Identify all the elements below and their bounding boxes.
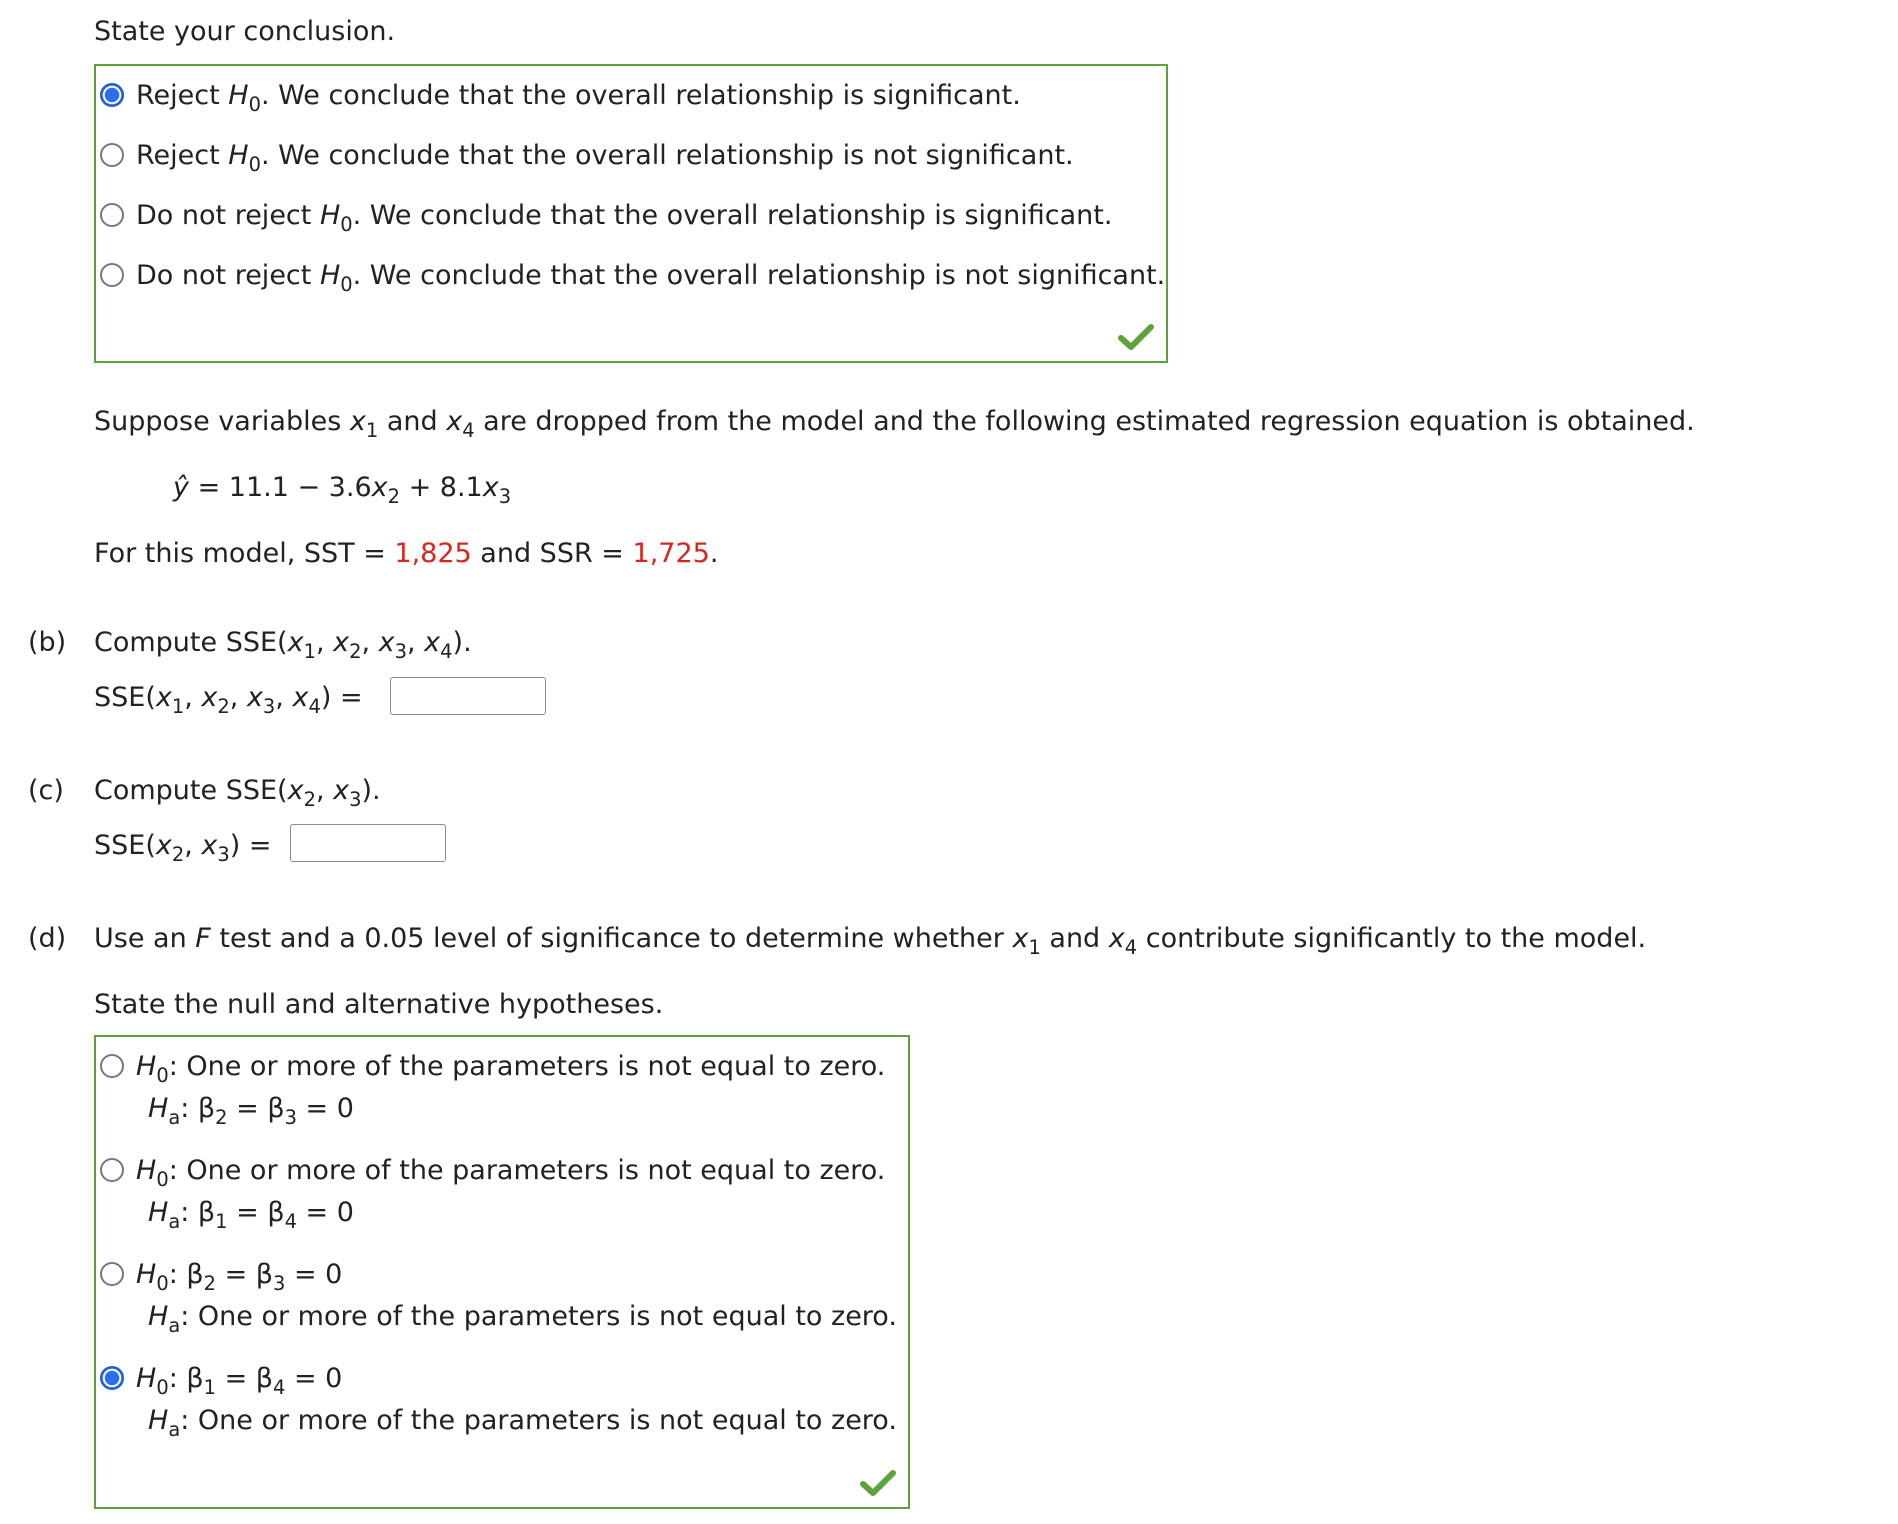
part-b-letter: (b) [28, 627, 67, 658]
radio-button[interactable] [100, 1262, 124, 1286]
text: Use an [94, 923, 196, 954]
subscript: 3 [498, 484, 512, 508]
conclusion-prompt: State your conclusion. [94, 16, 396, 47]
hypothesis-option-3[interactable] [100, 1259, 897, 1338]
text: and [1040, 923, 1109, 954]
subscript: a [168, 1210, 181, 1234]
radio-button-selected[interactable] [100, 83, 124, 107]
option-text: . We conclude that the overall relationship is significant. [260, 80, 1021, 111]
subscript: 4 [308, 694, 321, 718]
h-symbol: H [319, 260, 341, 291]
h-symbol: H [148, 1093, 169, 1125]
suppose-text [94, 406, 1695, 442]
part-c-label: $SSE(x_2$, $x_3$) = [94, 830, 272, 866]
hypotheses-answer-box [94, 1035, 910, 1509]
h-symbol: H [136, 1051, 157, 1082]
text: SSE( [94, 830, 156, 861]
ha-line [148, 1093, 885, 1130]
text: and SSR = [471, 538, 633, 569]
text: Compute SSE( [94, 775, 288, 806]
x-var: x [155, 830, 172, 861]
text: : β [180, 1197, 216, 1229]
h-symbol: H [136, 1363, 157, 1394]
subscript: 4 [1124, 935, 1138, 959]
text: : β [168, 1259, 204, 1290]
subscript: 0 [340, 212, 353, 236]
subscript: 1 [203, 1375, 216, 1399]
conclusion-option-3[interactable] [100, 200, 1113, 236]
h-symbol: H [319, 200, 341, 231]
subscript: 3 [349, 787, 362, 811]
h0-line [136, 1259, 343, 1295]
conclusion-answer-box [94, 64, 1168, 363]
text: ). [361, 775, 381, 806]
x-var: x [1012, 923, 1029, 954]
text: = β [215, 1259, 274, 1290]
radio-button-selected[interactable] [100, 1366, 124, 1390]
text: For this model, SST = [94, 538, 395, 569]
subscript: 0 [340, 272, 353, 296]
radio-button[interactable] [100, 143, 124, 167]
text: ). [452, 627, 472, 658]
text: + 8.1 [399, 472, 483, 503]
subscript: a [168, 1314, 181, 1338]
ha-line [148, 1405, 897, 1442]
option-text: Do not reject [136, 260, 320, 291]
text: are dropped from the model and the following estimated regression equation is obtained. [474, 406, 1695, 437]
option-text: Reject [136, 80, 229, 111]
subscript: 0 [156, 1271, 169, 1295]
subscript: 0 [248, 92, 261, 116]
h-symbol: H [136, 1259, 157, 1290]
text: Suppose variables [94, 406, 350, 437]
y-hat: ŷ [173, 472, 189, 503]
text: : One or more of the parameters is not equal to zero. [168, 1051, 886, 1082]
text: : One or more of the parameters is not equal to zero. [180, 1405, 897, 1437]
option-text: Do not reject [136, 200, 320, 231]
subscript: 1 [303, 639, 316, 663]
text: Compute SSE( [94, 627, 288, 658]
h-symbol: H [148, 1301, 169, 1333]
checkmark-icon [860, 1469, 896, 1497]
text: = 0 [296, 1197, 354, 1229]
text: = β [227, 1093, 285, 1125]
text: = 0 [285, 1259, 343, 1290]
subscript: a [168, 1106, 181, 1130]
x-var: x [333, 627, 350, 658]
radio-button[interactable] [100, 263, 124, 287]
text: : β [168, 1363, 204, 1394]
regression-equation [173, 472, 512, 508]
subscript: 1 [215, 1210, 228, 1234]
subscript: 3 [262, 694, 276, 718]
subscript: 0 [156, 1063, 169, 1087]
h-symbol: H [136, 1155, 157, 1186]
text: = β [227, 1197, 285, 1229]
radio-button[interactable] [100, 1054, 124, 1078]
x-var: x [424, 627, 441, 658]
option-text: Reject [136, 140, 229, 171]
part-b-title: Compute $SSE(x_1$, $x_2$, $x_3$, $x_4$). [94, 627, 472, 663]
h0-line [136, 1051, 886, 1087]
hypotheses-prompt: State the null and alternative hypotheses. [94, 989, 664, 1020]
text: SSE( [94, 682, 156, 713]
h0-line [136, 1155, 886, 1191]
text: : β [180, 1093, 216, 1125]
option-text: . We conclude that the overall relationship is not significant. [352, 260, 1166, 291]
part-d-letter: (d) [28, 923, 67, 954]
text: = 0 [296, 1093, 354, 1125]
x-var: x [287, 775, 304, 806]
text: and [378, 406, 447, 437]
hypothesis-option-4[interactable] [100, 1363, 897, 1442]
checkmark-icon [1118, 323, 1154, 351]
h-symbol: H [148, 1405, 169, 1437]
hypothesis-option-2[interactable] [100, 1155, 886, 1234]
subscript: 2 [387, 484, 400, 508]
f-symbol: F [195, 923, 211, 954]
h-symbol: H [228, 140, 249, 171]
x-var: x [446, 406, 463, 437]
option-text: . We conclude that the overall relationship is not significant. [260, 140, 1074, 171]
conclusion-option-2[interactable] [100, 140, 1074, 176]
x-var: x [155, 682, 172, 713]
text: : One or more of the parameters is not equal to zero. [168, 1155, 886, 1186]
h-symbol: H [148, 1197, 169, 1229]
subscript: 1 [365, 418, 379, 442]
subscript: 3 [217, 842, 230, 866]
sst-value: 1,825 [394, 538, 472, 569]
part-b-label: $SSE(x_1$, $x_2$, $x_3$, $x_4$) = [94, 682, 363, 718]
text: = β [215, 1363, 274, 1394]
subscript: 2 [303, 787, 316, 811]
subscript: 2 [215, 1106, 228, 1130]
subscript: 2 [349, 639, 362, 663]
ha-line [148, 1301, 897, 1338]
subscript: 3 [284, 1106, 297, 1130]
subscript: 0 [156, 1167, 169, 1191]
h-symbol: H [228, 80, 249, 111]
subscript: a [168, 1418, 181, 1442]
option-text: . We conclude that the overall relationship is significant. [352, 200, 1113, 231]
part-c-title: Compute $SSE(x_2$, $x_3$). [94, 775, 381, 811]
text: contribute significantly to the model. [1137, 923, 1647, 954]
x-var: x [371, 472, 388, 503]
subscript: 4 [440, 639, 453, 663]
subscript: 0 [248, 152, 261, 176]
sse-reduced-input[interactable] [290, 824, 446, 862]
x-var: x [378, 627, 395, 658]
part-c-letter: (c) [28, 775, 64, 806]
h0-line [136, 1363, 343, 1399]
subscript: 3 [273, 1271, 286, 1295]
x-var: x [292, 682, 309, 713]
x-var: x [1108, 923, 1125, 954]
conclusion-option-4[interactable] [100, 260, 1166, 296]
x-var: x [482, 472, 499, 503]
subscript: 2 [203, 1271, 216, 1295]
subscript: 2 [171, 842, 185, 866]
x-var: x [246, 682, 263, 713]
subscript: 4 [284, 1210, 297, 1234]
sse-full-input[interactable] [390, 677, 546, 715]
x-var: x [349, 406, 366, 437]
text: = 0 [285, 1363, 343, 1394]
hypothesis-option-1[interactable] [100, 1051, 886, 1130]
text: = 11.1 − 3.6 [188, 472, 372, 503]
subscript: 2 [217, 694, 230, 718]
text: ) = [320, 682, 363, 713]
radio-button[interactable] [100, 203, 124, 227]
subscript: 4 [462, 418, 475, 442]
text: test and a 0.05 level of significance to determine whether [210, 923, 1013, 954]
x-var: x [201, 830, 218, 861]
x-var: x [201, 682, 218, 713]
ssr-value: 1,725 [632, 538, 710, 569]
text: ) = [229, 830, 272, 861]
text: . [709, 538, 719, 569]
model-values [94, 538, 718, 570]
subscript: 1 [1028, 935, 1041, 959]
ha-line [148, 1197, 885, 1234]
subscript: 1 [171, 694, 185, 718]
x-var: x [287, 627, 304, 658]
subscript: 4 [273, 1375, 286, 1399]
text: : One or more of the parameters is not equal to zero. [180, 1301, 897, 1333]
x-var: x [333, 775, 350, 806]
subscript: 3 [394, 639, 407, 663]
part-d-question [94, 923, 1647, 959]
radio-button[interactable] [100, 1158, 124, 1182]
subscript: 0 [156, 1375, 169, 1399]
conclusion-option-1[interactable] [100, 80, 1021, 116]
